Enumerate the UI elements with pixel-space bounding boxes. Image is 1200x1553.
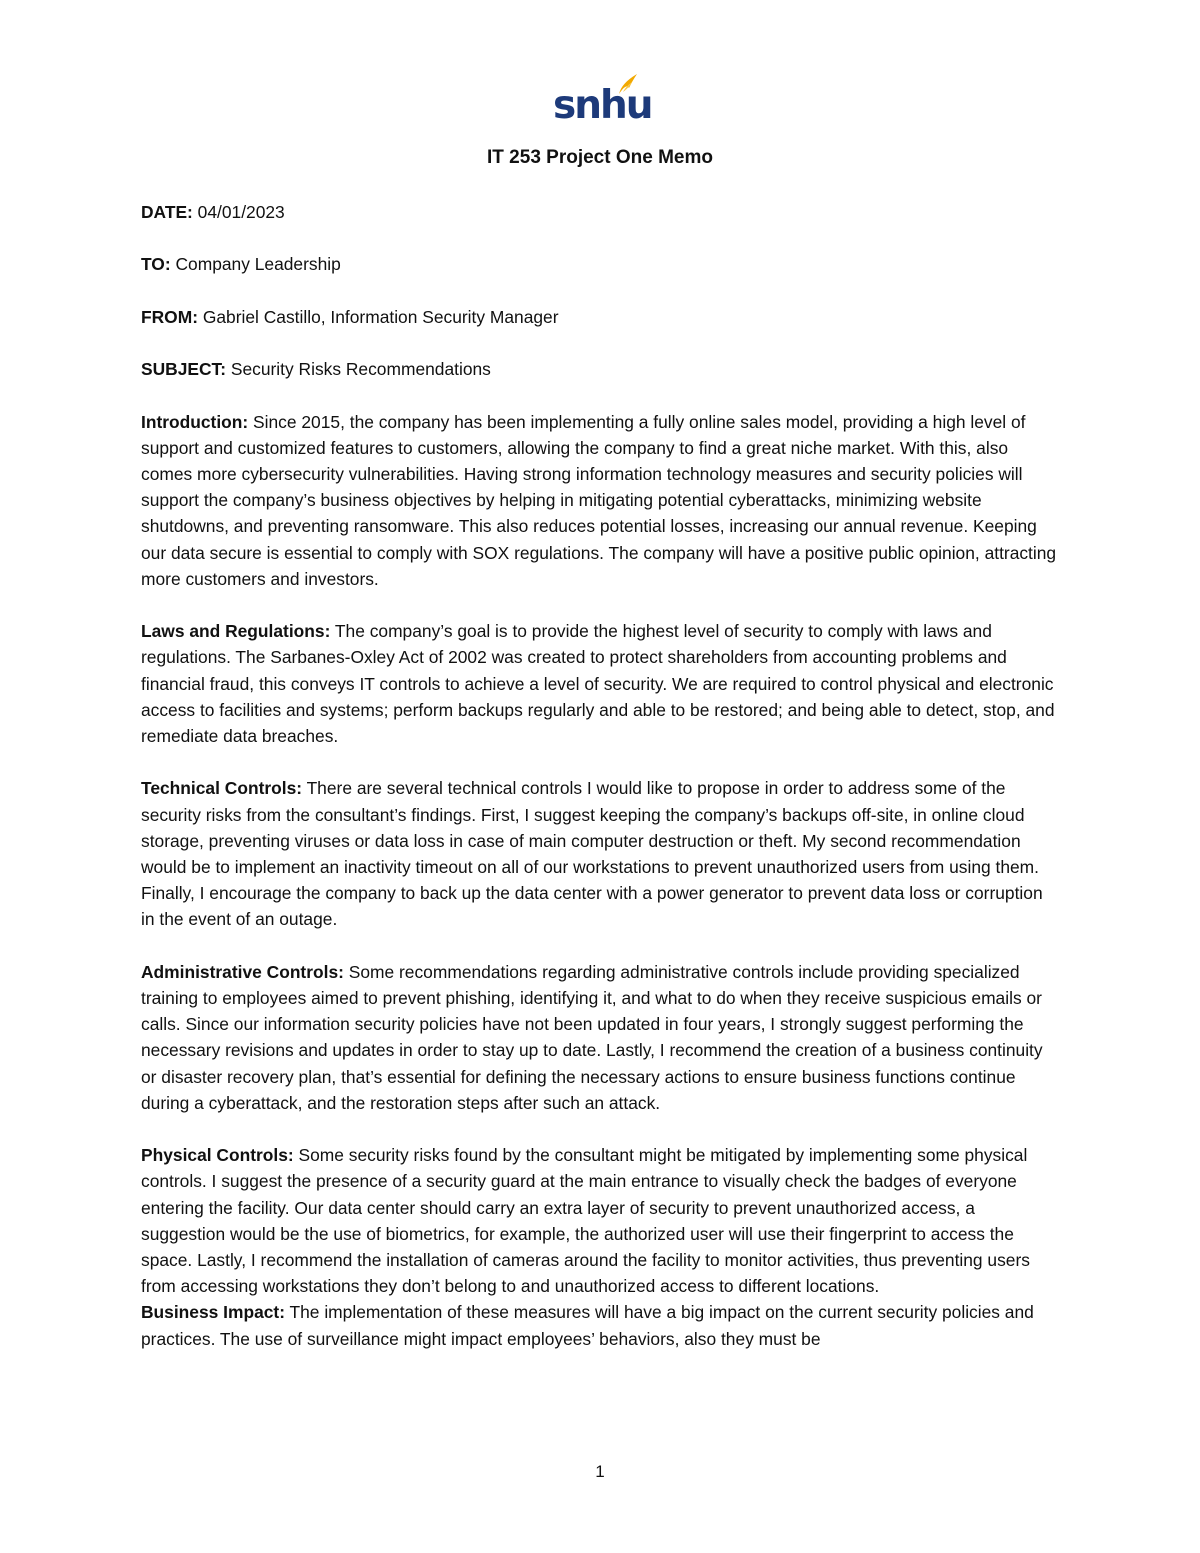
memo-body xyxy=(141,199,1059,1352)
subject-line xyxy=(141,356,1059,382)
date-line xyxy=(141,199,1059,225)
administrative-heading: Administrative Controls: xyxy=(141,961,344,982)
to-line xyxy=(141,251,1059,277)
technical-heading: Technical Controls: xyxy=(141,778,303,799)
logo-wordmark: snhu xyxy=(553,83,652,128)
physical-text: Some security risks found by the consultant might be mitigated by implementing some physical controls. I suggest the presence of a security guard at the main entrance to visually check the badges of everyone entering the facility. Our data center should carry an extra layer of security to prevent unauthorized access, a suggestion would be the use of biometrics, for example, the authorized user will use their fingerprint to access the space. Lastly, I recommend the installation of cameras around the facility to monitor activities, thus preventing users from accessing workstations they don’t belong to and unauthorized access to different locations. xyxy=(141,1145,1030,1297)
introduction-heading: Introduction: xyxy=(141,411,249,432)
business-paragraph xyxy=(141,1299,1059,1351)
from-label: FROM: xyxy=(141,306,198,327)
laws-text: The company’s goal is to provide the highest level of security to comply with laws and regulations. The Sarbanes-Oxley Act of 2002 was created to protect shareholders from accounting problems and financial fraud, this conveys IT controls to achieve a level of security. We are required to control physical and electronic access to facilities and systems; perform backups regularly and able to be restored; and being able to detect, stop, and remediate data breaches. xyxy=(141,621,1055,746)
laws-heading: Laws and Regulations: xyxy=(141,621,331,642)
memo-title: IT 253 Project One Memo xyxy=(487,147,713,168)
introduction-paragraph xyxy=(141,409,1059,592)
introduction-text: Since 2015, the company has been implementing a fully online sales model, providing a high level of support and customized features to customers, allowing the company to find a great niche market. With this, also comes more cybersecurity vulnerabilities. Having strong information technology measures and security policies will support the company’s business objectives by helping in mitigating potential cyberattacks, minimizing website shutdowns, and preventing ransomware. This also reduces potential losses, increasing our annual revenue. Keeping our data secure is essential to comply with SOX regulations. The company will have a positive public opinion, attracting more customers and investors. xyxy=(141,411,1057,589)
from-value: Gabriel Castillo, Information Security Manager xyxy=(198,306,559,327)
from-line xyxy=(141,304,1059,330)
technical-paragraph xyxy=(141,775,1059,932)
date-label: DATE: xyxy=(141,202,193,222)
business-heading: Business Impact: xyxy=(141,1302,285,1323)
subject-label: SUBJECT: xyxy=(141,359,227,380)
physical-heading: Physical Controls: xyxy=(141,1145,294,1166)
to-label: TO: xyxy=(141,254,171,275)
administrative-paragraph xyxy=(141,959,1059,1116)
page-number: 1 xyxy=(595,1462,605,1481)
snhu-logo xyxy=(553,72,652,134)
physical-paragraph xyxy=(141,1142,1059,1299)
laws-paragraph xyxy=(141,618,1059,749)
technical-text: There are several technical controls I would like to propose in order to address some of the security risks from the consultant’s findings. First, I suggest keeping the company’s backups off-site, in online cloud storage, preventing viruses or data loss in case of main computer destruction or theft. My second recommendation would be to implement an inactivity timeout on all of our workstations to prevent unauthorized users from using them. Finally, I encourage the company to back up the data center with a power generator to prevent data loss or corruption in the event of an outage. xyxy=(141,778,1043,930)
administrative-text: Some recommendations regarding administrative controls include providing specialized training to employees aimed to prevent phishing, identifying it, and what to do when they receive suspicious emails or calls. Since our information security policies have not been updated in four years, I strongly suggest performing the necessary revisions and updates in order to stay up to date. Lastly, I recommend the creation of a business continuity or disaster recovery plan, that’s essential for defining the necessary actions to ensure business functions continue during a cyberattack, and the restoration steps after such an attack. xyxy=(141,961,1043,1113)
subject-value: Security Risks Recommendations xyxy=(226,359,491,380)
date-value: 04/01/2023 xyxy=(192,202,285,222)
to-value: Company Leadership xyxy=(170,254,341,275)
business-text: The implementation of these measures will have a big impact on the current security policies and practices. The use of surveillance might impact employees’ behaviors, also they must be xyxy=(141,1302,1034,1349)
